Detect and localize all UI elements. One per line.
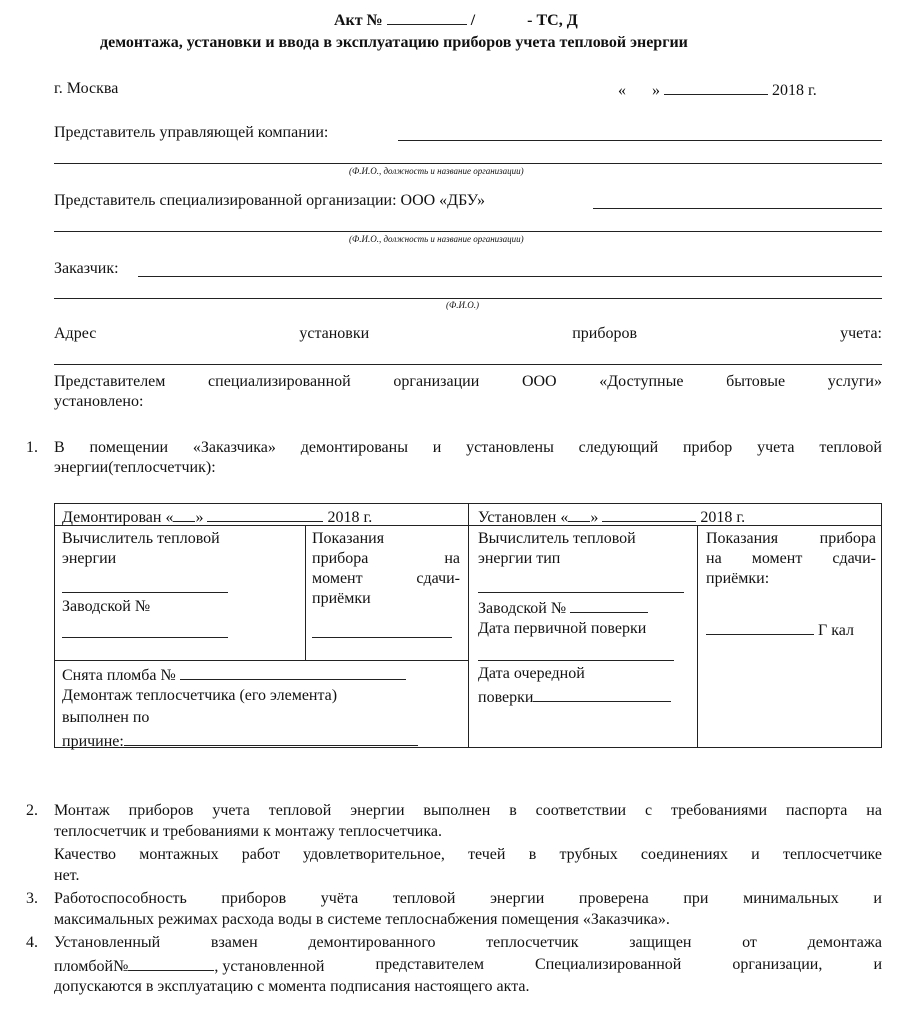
date-line (618, 79, 817, 100)
item-1-number: 1. (26, 439, 38, 456)
item-1-line-1 (54, 438, 882, 457)
established-word: организации (393, 373, 480, 390)
readings-left-word: момент (312, 570, 363, 587)
item-2-word: удовлетворительное, (303, 846, 445, 863)
item-4-number: 4. (26, 934, 38, 951)
reason-label: причине: (62, 733, 124, 750)
item-2-word: энергии (350, 802, 405, 819)
address-word: приборов (572, 325, 638, 342)
item-4-line-2 (54, 955, 882, 976)
item-2-number: 2. (26, 802, 38, 819)
item-3-word: учёта (320, 890, 359, 907)
readings-left-blank[interactable] (312, 637, 452, 638)
seal-label: Снята пломба № (62, 667, 176, 684)
item-1-word: и (432, 439, 442, 456)
established-word: «Доступные (599, 373, 684, 390)
table-divider-center (468, 503, 469, 748)
item-4-word: организации, (732, 956, 823, 973)
spec-org-caption: (Ф.И.О., должность и название организации) (349, 234, 524, 244)
item-2-word: течей (468, 846, 506, 863)
item-3-word: энергии (490, 890, 545, 907)
item-2-word: соединениях (640, 846, 728, 863)
item-1-word: установлены (466, 439, 554, 456)
next-check-label: поверки (478, 689, 534, 706)
calc-left-blank[interactable] (62, 592, 228, 593)
customer-caption: (Ф.И.О.) (446, 300, 479, 310)
calc-right-line-1: Вычислитель тепловой (478, 530, 636, 547)
item-3-number: 3. (26, 890, 38, 907)
item-4-word: демонтажа (807, 934, 882, 951)
item-2-word: паспорта (785, 802, 848, 819)
manager-name-line-1[interactable] (398, 140, 882, 141)
item-4-word: Специализированной (535, 956, 682, 973)
readings-left-row-2 (312, 549, 460, 568)
item-2-word: учета (212, 802, 250, 819)
item-2-word: с (644, 802, 653, 819)
item-4-word: защищен (629, 934, 692, 951)
readings-left-1: Показания (312, 530, 385, 547)
next-check-blank[interactable] (533, 686, 671, 702)
installed-header (478, 506, 745, 527)
manager-label: Представитель управляющей компании: (54, 124, 329, 141)
dismantled-month-blank[interactable] (207, 506, 323, 522)
item-3-word: приборов (221, 890, 287, 907)
calc-left-line-2: энергии (62, 550, 117, 567)
gcal-unit: Г кал (818, 622, 855, 639)
item-1-word: «Заказчика» (192, 439, 276, 456)
table-divider-left (305, 525, 306, 660)
act-title-label: Акт № (334, 12, 383, 29)
established-word: Представителем (54, 373, 166, 390)
established-word: услуги» (827, 373, 882, 390)
item-2-word: в (528, 846, 537, 863)
gcal-row (706, 619, 854, 640)
serial-right-blank[interactable] (570, 597, 648, 613)
reason-blank[interactable] (124, 730, 418, 746)
item-4-word: , установленной (214, 958, 325, 975)
item-1-word: В (54, 439, 65, 456)
established-line-2: установлено: (54, 393, 144, 410)
readings-right-row-2 (706, 549, 876, 568)
item-2-word: требованиями (670, 802, 768, 819)
reason-row (62, 730, 418, 751)
manager-caption: (Ф.И.О., должность и название организации) (349, 166, 524, 176)
established-word: ООО (521, 373, 557, 390)
gcal-blank[interactable] (706, 619, 814, 635)
reason-line-2: выполнен по (62, 709, 150, 726)
customer-name-line-1[interactable] (138, 276, 882, 277)
seal-row (62, 664, 406, 685)
readings-left-word: на (444, 550, 460, 567)
item-1-word: помещении (89, 439, 169, 456)
item-4-word: взамен (210, 934, 258, 951)
item-2-line-1 (54, 801, 882, 820)
serial-right-label: Заводской № (478, 600, 567, 617)
item-3-line-1 (54, 889, 882, 908)
city: г. Москва (54, 80, 119, 97)
spec-org-name-line-1[interactable] (593, 208, 882, 209)
readings-right-row-1 (706, 529, 876, 548)
item-3-word: проверена (578, 890, 649, 907)
item-2-word: тепловой (268, 802, 332, 819)
item-3-word: и (873, 890, 882, 907)
item-2-word: работ (241, 846, 280, 863)
item-4-word: теплосчетчик (486, 934, 579, 951)
item-2-word: Монтаж (54, 802, 110, 819)
dismantled-header-label: Демонтирован « (62, 509, 174, 526)
readings-right-word: Показания (706, 530, 779, 547)
item-3-word: минимальных (743, 890, 839, 907)
item-4-seal-label: пломбой№ (54, 958, 129, 975)
item-2-word: теплосчетчике (782, 846, 882, 863)
item-3-word: тепловой (392, 890, 456, 907)
item-1-word: прибор (682, 439, 733, 456)
date-quote-close: » (652, 82, 660, 99)
next-check-line-1: Дата очередной (478, 665, 585, 682)
next-check-row (478, 686, 671, 707)
dismantled-year: 2018 г. (327, 509, 373, 526)
dismantled-header-close: » (195, 509, 204, 526)
address-word: Адрес (54, 325, 97, 342)
item-2-word: Качество (54, 846, 117, 863)
readings-right-word: на (706, 550, 722, 567)
item-2-word: в (509, 802, 517, 819)
readings-right-3: приёмки: (706, 570, 770, 587)
item-4-seal-blank[interactable] (128, 955, 214, 971)
item-2-word: трубных (559, 846, 618, 863)
item-4-word: от (742, 934, 757, 951)
date-day-blank[interactable] (630, 80, 648, 95)
item-2-line-3 (54, 845, 882, 864)
item-4-word: демонтированного (308, 934, 436, 951)
date-month-blank[interactable] (664, 79, 768, 95)
calc-right-line-2: энергии тип (478, 550, 561, 567)
first-check-label: Дата первичной поверки (478, 620, 647, 637)
readings-left-row-3 (312, 569, 460, 588)
item-2-word: соответствии (535, 802, 627, 819)
item-1-word: демонтированы (300, 439, 408, 456)
readings-right-word: момент (751, 550, 803, 567)
item-1-word: учета (757, 439, 795, 456)
act-title (334, 9, 578, 30)
readings-left-word: прибора (312, 550, 369, 567)
table-left-divider (54, 660, 468, 661)
item-4-seal-group (54, 955, 324, 976)
calc-right-blank[interactable] (478, 592, 684, 593)
item-4-line-3: допускаются в эксплуатацию с момента подписания настоящего акта. (54, 978, 530, 995)
item-2-word: выполнен (423, 802, 491, 819)
customer-name-line-2[interactable] (54, 298, 882, 299)
table-divider-right (697, 525, 698, 748)
calc-left-line-1: Вычислитель тепловой (62, 530, 220, 547)
established-word: специализированной (208, 373, 351, 390)
established-word: бытовые (726, 373, 786, 390)
item-2-word: и (751, 846, 760, 863)
item-2-word: на (866, 802, 882, 819)
readings-right-word: прибора (819, 530, 876, 547)
item-2-line-2: теплосчетчик и требованиями к монтажу теплосчетчика. (54, 823, 442, 840)
item-1-word: тепловой (819, 439, 882, 456)
seal-number-blank[interactable] (180, 664, 406, 680)
item-4-word: Установленный (54, 934, 161, 951)
installed-header-close: » (590, 509, 599, 526)
item-3-word: при (683, 890, 709, 907)
date-year: 2018 г. (772, 82, 817, 99)
spec-org-name-line-2[interactable] (54, 231, 882, 232)
dismantled-header (62, 506, 372, 527)
address-row (54, 324, 882, 343)
installed-day-blank[interactable] (568, 506, 590, 522)
item-2-line-4: нет. (54, 867, 80, 884)
reason-line-1: Демонтаж теплосчетчика (его элемента) (62, 687, 338, 704)
address-word: установки (299, 325, 370, 342)
act-title-slash: / (470, 12, 476, 29)
spec-org-label: Представитель специализированной организации: ООО «ДБУ» (54, 192, 486, 209)
item-3-line-2: максимальных режимах расхода воды в системе теплоснабжения помещения «Заказчика». (54, 911, 670, 928)
item-4-line-1 (54, 933, 882, 952)
item-3-word: Работоспособность (54, 890, 187, 907)
item-4-word: и (873, 956, 882, 973)
act-subtitle: демонтажа, установки и ввода в эксплуатацию приборов учета тепловой энергии (100, 34, 688, 51)
customer-label: Заказчик: (54, 260, 119, 277)
address-word: учета: (840, 325, 882, 342)
item-4-word: представителем (375, 956, 484, 973)
established-row (54, 372, 882, 391)
item-2-word: монтажных (139, 846, 219, 863)
serial-left-blank[interactable] (62, 637, 228, 638)
item-2-word: приборов (128, 802, 194, 819)
item-1-line-2: энергии(теплосчетчик): (54, 459, 216, 476)
act-title-suffix: - ТС, Д (527, 12, 578, 29)
readings-left-4: приёмки (312, 590, 371, 607)
installed-year: 2018 г. (700, 509, 746, 526)
first-check-blank[interactable] (478, 660, 674, 661)
manager-name-line-2[interactable] (54, 163, 882, 164)
act-number-blank[interactable] (387, 9, 467, 25)
installed-month-blank[interactable] (602, 506, 696, 522)
address-line[interactable] (54, 364, 882, 365)
readings-left-word: сдачи- (416, 570, 460, 587)
date-quote-open: « (618, 82, 626, 99)
readings-right-word: сдачи- (832, 550, 876, 567)
serial-left-label: Заводской № (62, 598, 151, 615)
installed-header-label: Установлен « (478, 509, 569, 526)
item-1-word: следующий (578, 439, 659, 456)
dismantled-day-blank[interactable] (173, 506, 195, 522)
serial-right-row (478, 597, 648, 618)
